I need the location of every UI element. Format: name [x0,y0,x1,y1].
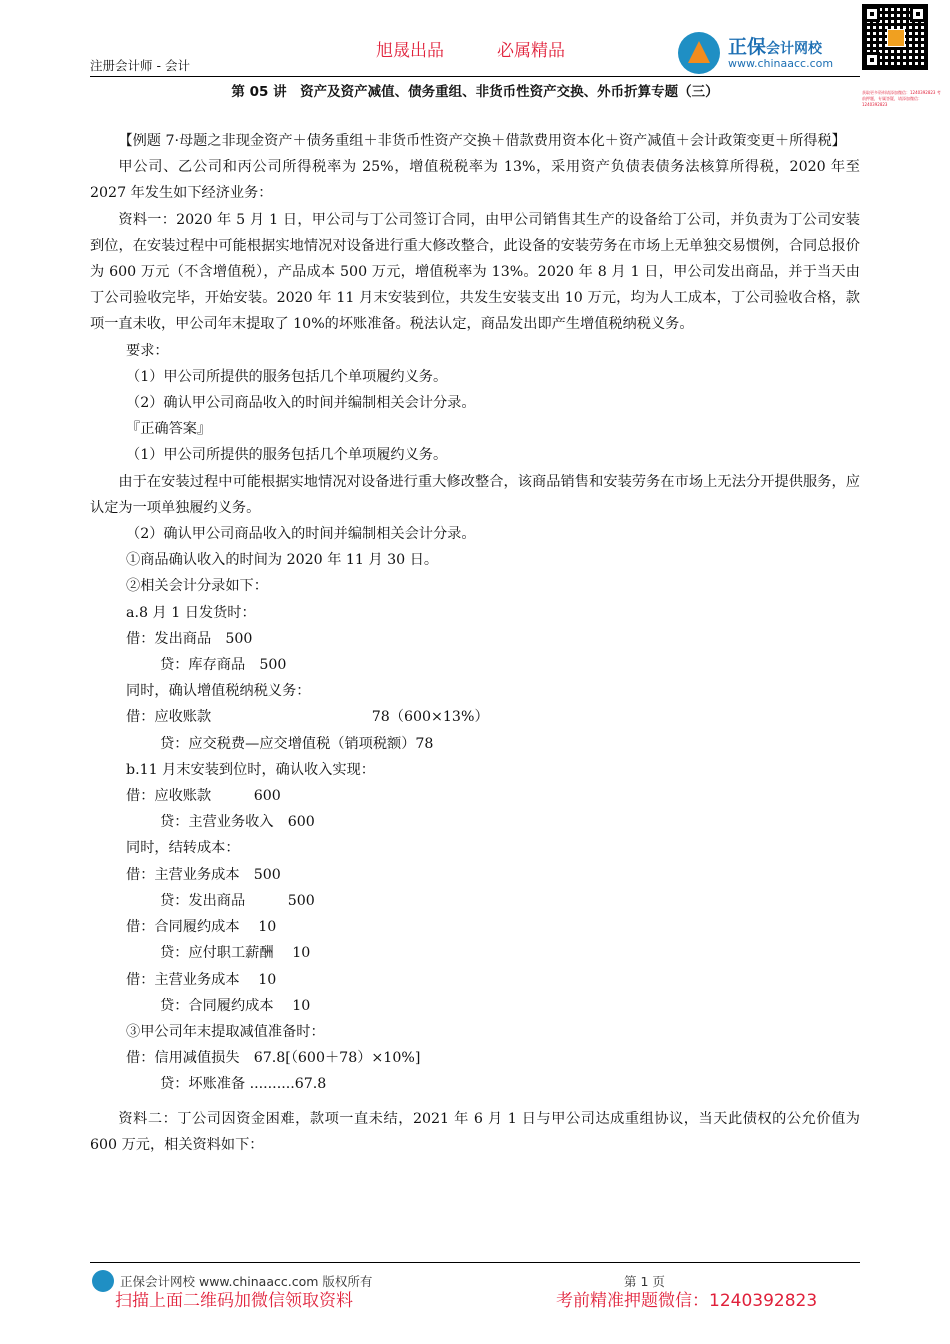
footer-red-right: 考前精准押题微信：1240392823 [556,1291,818,1311]
brand-logo [678,30,858,78]
page-number: 第 1 页 [624,1274,665,1289]
material-one: 资料一：2020 年 5 月 1 日，甲公司与丁公司签订合同，由甲公司销售其生产的设备给丁公司，并负责为丁公司安装到位，在安装过程中可能根据实地情况对设备进行重大修改整合，此设备的安装劳务在市场上无单独交易惯例，合同总报价为 600 万元（不含增值税），产品成本 500 万元，增值税率为 13%。2020 年 8 月 1 日，甲公司发出商品，并于当天由丁公司验收完毕，开始安装。2020 年 11 月末安装到位，共发生安装支出 10 万元，均为人工成本，丁公司验收合格，款项一直未收，甲公司年末提取了 10%的坏账准备。税法认定，商品发出即产生增值税纳税义务。 [90,211,860,333]
document-body [90,128,860,1158]
entry-credit: 贷：应付职工薪酬 10 [160,945,311,962]
requirement-title: 要求： [126,342,169,359]
header-red-right: 必属精品 [497,41,565,61]
footer-divider [90,1262,860,1263]
entry-debit: 借：主营业务成本 10 [126,971,277,988]
brand-logo-icon [678,32,720,74]
material-two: 资料二：丁公司因资金困难，款项一直未结，2021 年 6 月 1 日与甲公司达成重组协议，当天此债权的公允价值为 600 万元，相关资料如下： [90,1110,860,1153]
step-a: a.8 月 1 日发货时： [126,604,256,621]
entry-debit: 借：应收账款 78（600×13%） [126,709,489,726]
requirement-2: （2）确认甲公司商品收入的时间并编制相关会计分录。 [126,395,476,412]
entry-debit: 借：信用减值损失 67.8[（600＋78）×10%] [126,1050,421,1067]
page-title: 第 05 讲 资产及资产减值、债务重组、非货币性资产交换、外币折算专题（三） [231,84,719,100]
entry-credit: 贷：应交税费—应交增值税（销项税额）78 [160,735,434,752]
intro-paragraph: 甲公司、乙公司和丙公司所得税率为 25%，增值税税率为 13%，采用资产负债表债务法核算所得税，2020 年至 2027 年发生如下经济业务： [90,159,860,202]
answer-2-a: ①商品确认收入的时间为 2020 年 11 月 30 日。 [126,552,439,569]
example-title: 【例题 7·母题之非现金资产＋债务重组＋非货币性资产交换＋借款费用资本化＋资产减值＋会计政策变更＋所得税】 [118,133,846,149]
header-course-label: 注册会计师 - 会计 [90,58,190,73]
vat-title: 同时，确认增值税纳税义务： [126,683,311,700]
footer-copyright: 正保会计网校 www.chinaacc.com 版权所有 [120,1274,373,1289]
header-red-left: 旭晟出品 [376,41,444,61]
qr-eye-icon [864,6,880,22]
answer-1-body: 由于在安装过程中可能根据实地情况对设备进行重大修改整合，该商品销售和安装劳务在市场上无法分开提供服务，应认定为一项单独履约义务。 [90,473,860,516]
footer-red-left: 扫描上面二维码加微信领取资料 [115,1291,353,1311]
entry-credit: 贷：坏账准备 ..........67.8 [160,1076,327,1093]
step-b: b.11 月末安装到位时，确认收入实现： [126,761,375,778]
entry-debit: 借：主营业务成本 500 [126,866,281,883]
entry-debit: 借：合同履约成本 10 [126,919,277,936]
qr-note: 获取更多资料请添加微信：1240392823 考前押题，专属答疑，请添加微信：1240392823 [862,90,941,107]
header-divider [90,76,860,77]
entry-debit: 借：应收账款 600 [126,788,281,805]
brand-url: www.chinaacc.com [728,57,834,70]
requirement-1: （1）甲公司所提供的服务包括几个单项履约义务。 [126,368,448,385]
entry-credit: 贷：发出商品 500 [160,892,315,909]
cost-title: 同时，结转成本： [126,840,240,857]
qr-eye-icon [910,6,926,22]
answer-title: 『正确答案』 [126,421,212,438]
qr-code-icon [862,4,928,70]
qr-eye-icon [864,52,880,68]
entry-credit: 贷：合同履约成本 10 [160,997,311,1014]
answer-1-title: （1）甲公司所提供的服务包括几个单项履约义务。 [126,447,448,464]
answer-2-title: （2）确认甲公司商品收入的时间并编制相关会计分录。 [126,526,476,543]
brand-name: 正保会计网校 [728,36,823,58]
answer-2-b: ②相关会计分录如下： [126,578,268,595]
entry-credit: 贷：主营业务收入 600 [160,814,315,831]
entry-debit: 借：发出商品 500 [126,630,253,647]
step-c: ③甲公司年末提取减值准备时： [126,1023,325,1040]
footer-logo-icon [92,1270,114,1292]
entry-credit: 贷：库存商品 500 [160,657,287,674]
qr-center-icon [887,29,905,47]
